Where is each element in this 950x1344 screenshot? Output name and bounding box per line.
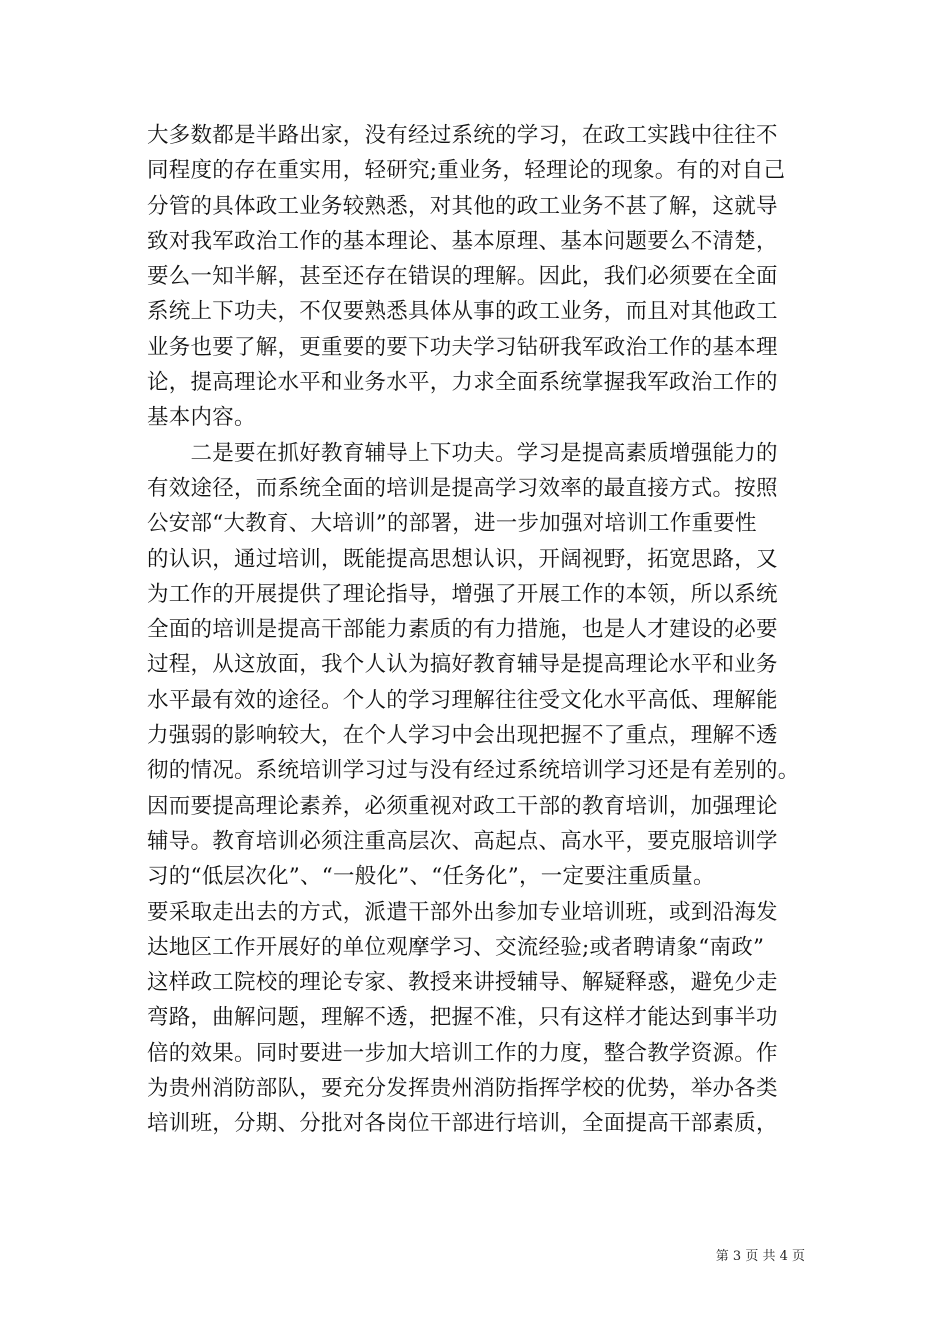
text-line: 倍的效果。同时要进一步加大培训工作的力度，整合教学资源。作 (147, 1040, 778, 1066)
text-line: 业务也要了解，更重要的要下功夫学习钻研我军政治工作的基本理 (147, 334, 778, 360)
text-line: 论，提高理论水平和业务水平，力求全面系统掌握我军政治工作的 (147, 370, 778, 396)
text-line: 要采取走出去的方式，派遣干部外出参加专业培训班，或到沿海发 (147, 899, 778, 925)
text-line: 达地区工作开展好的单位观摩学习、交流经验;或者聘请象“南政” (147, 934, 765, 960)
text-line: 系统上下功夫，不仅要熟悉具体从事的政工业务，而且对其他政工 (147, 299, 778, 325)
text-line: 同程度的存在重实用，轻研究;重业务，轻理论的现象。有的对自己 (147, 158, 786, 184)
text-line: 为工作的开展提供了理论指导，增强了开展工作的本领，所以系统 (147, 581, 778, 607)
paragraph-start-line: 二是要在抓好教育辅导上下功夫。学习是提高素质增强能力的 (147, 440, 778, 466)
page-number-footer: 第 3 页 共 4 页 (715, 1249, 805, 1264)
text-line: 公安部“大教育、大培训”的部署，进一步加强对培训工作重要性 (147, 511, 757, 537)
text-line: 为贵州消防部队，要充分发挥贵州消防指挥学校的优势，举办各类 (147, 1076, 778, 1102)
text-line: 致对我军政治工作的基本理论、基本原理、基本问题要么不清楚， (147, 228, 778, 254)
text-line: 有效途径，而系统全面的培训是提高学习效率的最直接方式。按照 (147, 475, 778, 501)
text-line: 习的“低层次化”、“一般化”、“任务化”，一定要注重质量。 (147, 864, 715, 890)
text-line: 大多数都是半路出家，没有经过系统的学习，在政工实践中往往不 (147, 123, 778, 148)
text-line: 水平最有效的途径。个人的学习理解往往受文化水平高低、理解能 (147, 687, 778, 713)
body-text (147, 118, 809, 1142)
text-line: 全面的培训是提高干部能力素质的有力措施，也是人才建设的必要 (147, 617, 778, 643)
text-line: 分管的具体政工业务较熟悉，对其他的政工业务不甚了解，这就导 (147, 193, 778, 219)
text-line: 的认识，通过培训，既能提高思想认识，开阔视野，拓宽思路，又 (147, 546, 778, 572)
text-line: 要么一知半解，甚至还存在错误的理解。因此，我们必须要在全面 (147, 264, 778, 290)
text-line: 弯路，曲解问题，理解不透，把握不准，只有这样才能达到事半功 (147, 1005, 778, 1031)
text-line: 力强弱的影响较大，在个人学习中会出现把握不了重点，理解不透 (147, 723, 778, 749)
text-line: 基本内容。 (147, 405, 256, 431)
text-line: 过程，从这放面，我个人认为搞好教育辅导是提高理论水平和业务 (147, 652, 778, 678)
text-line: 彻的情况。系统培训学习过与没有经过系统培训学习还是有差别的。 (147, 758, 800, 784)
text-line: 辅导。教育培训必须注重高层次、高起点、高水平，要克服培训学 (147, 828, 778, 854)
text-line: 培训班，分期、分批对各岗位干部进行培训，全面提高干部素质， (147, 1111, 778, 1137)
text-line: 因而要提高理论素养，必须重视对政工干部的教育培训，加强理论 (147, 793, 778, 819)
text-line: 这样政工院校的理论专家、教授来讲授辅导、解疑释惑，避免少走 (147, 970, 778, 996)
